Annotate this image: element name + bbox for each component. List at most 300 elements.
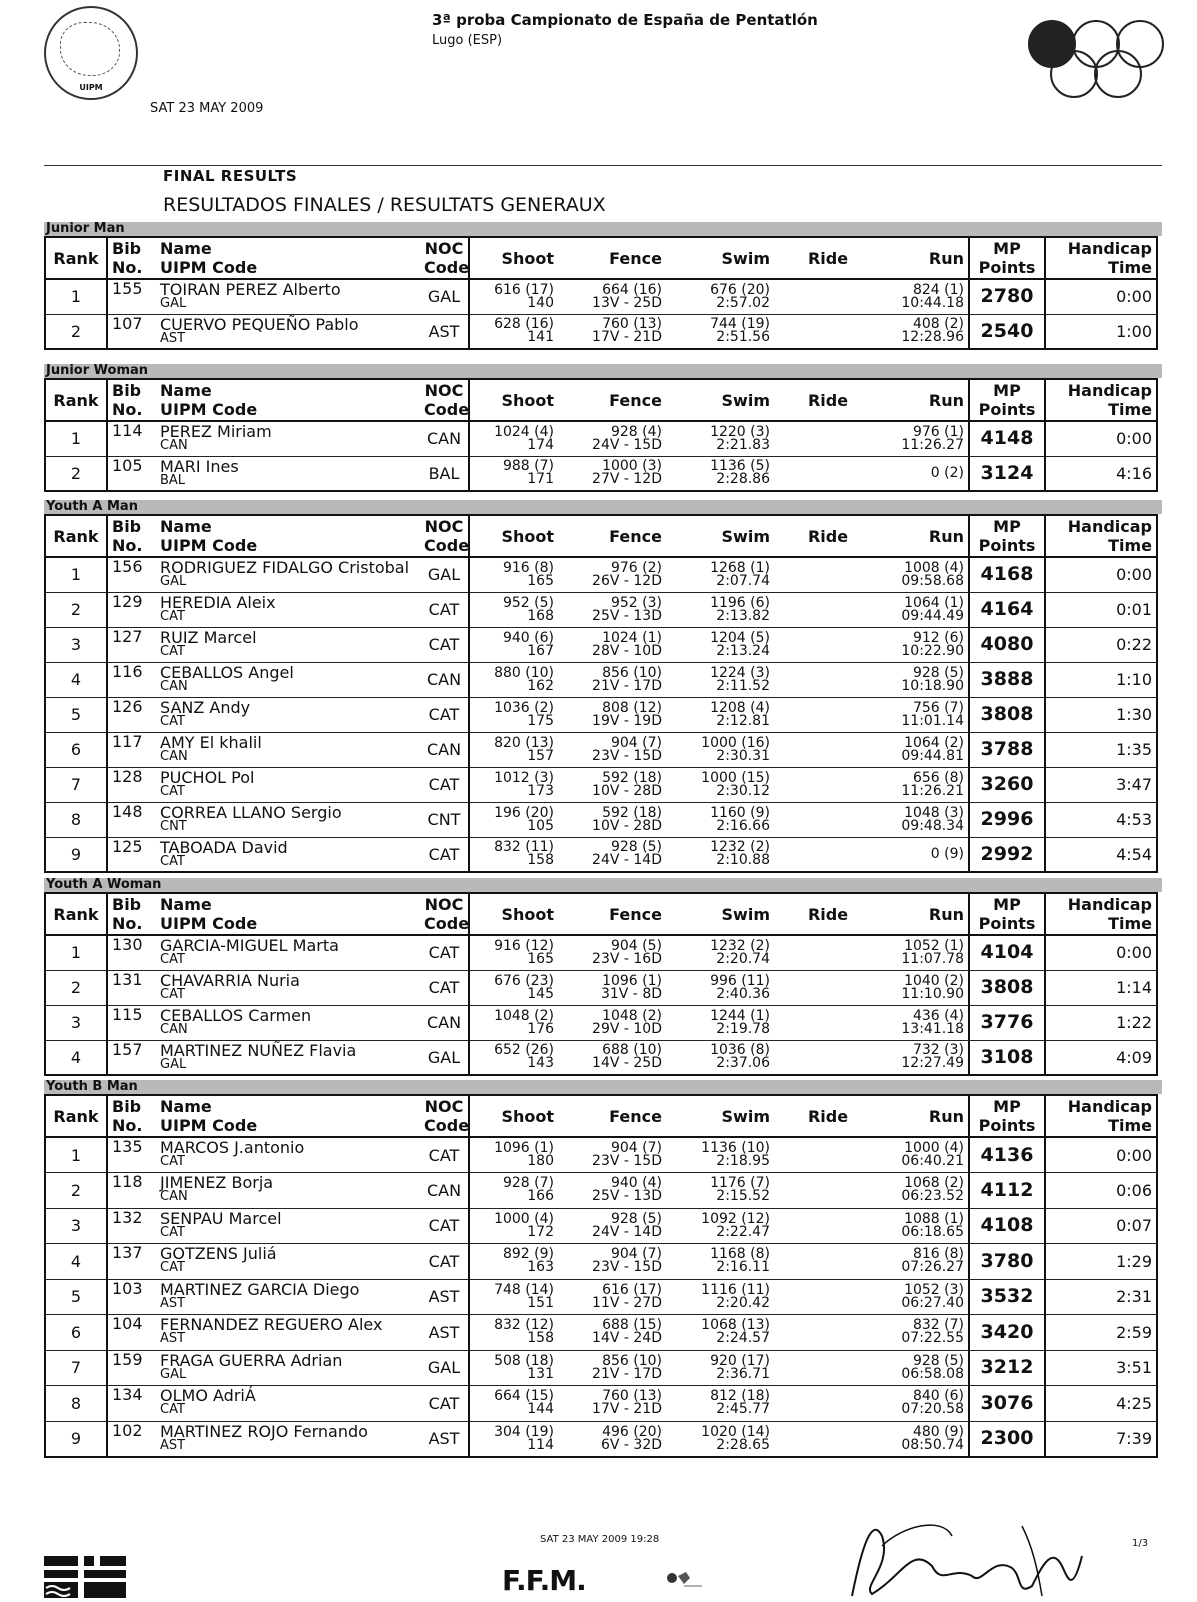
bib-cell: 137 bbox=[107, 1244, 156, 1280]
table-row bbox=[45, 279, 1157, 314]
swim-points: 1232 (2) bbox=[710, 937, 770, 954]
col-swim: Swim bbox=[666, 237, 774, 279]
ride-cell bbox=[774, 970, 882, 1005]
athlete-name: GARCIA-MIGUEL Marta bbox=[160, 936, 339, 955]
fence-points: 940 (4) bbox=[610, 1175, 662, 1192]
col-name bbox=[156, 515, 420, 557]
fence-cell bbox=[558, 1173, 666, 1209]
noc-cell: CAT bbox=[420, 697, 469, 732]
ride-cell bbox=[774, 1173, 882, 1209]
swim-points: 1220 (3) bbox=[710, 423, 770, 440]
bib-cell: 118 bbox=[107, 1173, 156, 1209]
fence-points: 688 (10) bbox=[602, 1042, 662, 1059]
run-points: 756 (7) bbox=[912, 699, 964, 716]
shoot-score: 158 bbox=[527, 852, 554, 869]
athlete-code: CAT bbox=[160, 1260, 185, 1275]
run-time: 07:20.58 bbox=[901, 1401, 964, 1418]
fence-record: 11V - 27D bbox=[592, 1294, 662, 1311]
fence-points: 928 (5) bbox=[610, 839, 662, 856]
ride-cell bbox=[774, 456, 882, 491]
ride-cell bbox=[774, 279, 882, 314]
shoot-cell bbox=[469, 1005, 558, 1040]
run-time: 06:23.52 bbox=[901, 1188, 964, 1205]
noc-cell: GAL bbox=[420, 279, 469, 314]
shoot-cell bbox=[469, 970, 558, 1005]
fence-points: 928 (5) bbox=[610, 1210, 662, 1227]
run-time: 11:26.21 bbox=[901, 782, 964, 799]
run-cell bbox=[882, 279, 969, 314]
handicap-cell: 0:00 bbox=[1045, 279, 1157, 314]
fence-points: 904 (7) bbox=[610, 734, 662, 751]
handicap-cell: 0:00 bbox=[1045, 1137, 1157, 1173]
col-name-line2: UIPM Code bbox=[160, 400, 258, 419]
shoot-points: 664 (15) bbox=[494, 1388, 554, 1405]
fence-record: 10V - 28D bbox=[592, 782, 662, 799]
athlete-code: CAT bbox=[160, 1402, 185, 1417]
ride-cell bbox=[774, 1421, 882, 1457]
run-points: 928 (5) bbox=[912, 664, 964, 681]
table-row bbox=[45, 802, 1157, 837]
shoot-score: 174 bbox=[527, 436, 554, 453]
event-date: SAT 23 MAY 2009 bbox=[150, 101, 264, 116]
swim-points: 1000 (16) bbox=[701, 734, 770, 751]
col-hc-line1: Handicap bbox=[1067, 239, 1152, 258]
run-points: 1064 (2) bbox=[904, 734, 964, 751]
athlete-name: MARTINEZ GARCIA Diego bbox=[160, 1279, 360, 1299]
shoot-points: 988 (7) bbox=[502, 458, 554, 475]
col-fence: Fence bbox=[558, 237, 666, 279]
mp-points-cell: 3808 bbox=[969, 970, 1045, 1005]
shoot-score: 105 bbox=[527, 817, 554, 834]
fence-record: 24V - 14D bbox=[592, 852, 662, 869]
run-time: 09:44.49 bbox=[901, 607, 964, 624]
results-table bbox=[44, 514, 1158, 873]
col-bib-line1: Bib bbox=[112, 239, 142, 258]
fence-record: 19V - 19D bbox=[592, 712, 662, 729]
handicap-cell: 0:00 bbox=[1045, 557, 1157, 592]
sponsor-logo: F.F.M. bbox=[502, 1564, 586, 1597]
swim-time: 2:16.11 bbox=[716, 1259, 770, 1276]
rank-cell: 2 bbox=[45, 456, 107, 491]
handicap-cell: 1:22 bbox=[1045, 1005, 1157, 1040]
fence-cell bbox=[558, 627, 666, 662]
col-rank: Rank bbox=[45, 515, 107, 557]
fence-record: 24V - 14D bbox=[592, 1223, 662, 1240]
run-points: 824 (1) bbox=[912, 281, 964, 298]
swim-points: 1036 (8) bbox=[710, 1042, 770, 1059]
ride-cell bbox=[774, 1386, 882, 1422]
swim-time: 2:12.81 bbox=[716, 712, 770, 729]
small-sponsor-logo bbox=[664, 1566, 704, 1590]
fence-points: 1000 (3) bbox=[602, 458, 662, 475]
col-rank: Rank bbox=[45, 893, 107, 935]
noc-cell: GAL bbox=[420, 1040, 469, 1075]
rank-cell: 4 bbox=[45, 662, 107, 697]
table-row bbox=[45, 1005, 1157, 1040]
category-label: Junior Woman bbox=[44, 364, 1162, 378]
fence-record: 23V - 15D bbox=[592, 1259, 662, 1276]
col-handicap bbox=[1045, 379, 1157, 421]
col-name-line1: Name bbox=[160, 239, 212, 258]
run-time: 09:44.81 bbox=[901, 747, 964, 764]
swim-cell bbox=[666, 627, 774, 662]
run-time: 06:18.65 bbox=[901, 1223, 964, 1240]
ride-cell bbox=[774, 1244, 882, 1280]
athlete-name: TABOADA David bbox=[160, 837, 288, 857]
athlete-code: CAT bbox=[160, 853, 185, 869]
bib-cell: 156 bbox=[107, 557, 156, 592]
mp-points-cell: 2996 bbox=[969, 802, 1045, 837]
col-name-line2: UIPM Code bbox=[160, 914, 258, 933]
swim-points: 1116 (11) bbox=[701, 1281, 770, 1298]
handicap-cell: 7:39 bbox=[1045, 1421, 1157, 1457]
shoot-points: 616 (17) bbox=[494, 281, 554, 298]
col-noc-line1: NOC bbox=[424, 895, 464, 914]
col-rank: Rank bbox=[45, 1095, 107, 1137]
handicap-cell: 2:31 bbox=[1045, 1279, 1157, 1315]
swim-time: 2:13.82 bbox=[716, 607, 770, 624]
results-table bbox=[44, 236, 1158, 350]
fence-points: 928 (4) bbox=[610, 423, 662, 440]
noc-cell: CAN bbox=[420, 732, 469, 767]
col-bib bbox=[107, 379, 156, 421]
rank-cell: 6 bbox=[45, 732, 107, 767]
shoot-points: 196 (20) bbox=[494, 804, 554, 821]
swim-time: 2:24.57 bbox=[716, 1330, 770, 1347]
col-run: Run bbox=[882, 515, 969, 557]
athlete-cell bbox=[156, 1005, 420, 1040]
table-row bbox=[45, 627, 1157, 662]
ring-icon bbox=[1050, 50, 1098, 98]
col-name-line1: Name bbox=[160, 1097, 212, 1116]
fence-points: 856 (10) bbox=[602, 664, 662, 681]
run-points: 1068 (2) bbox=[904, 1175, 964, 1192]
shoot-cell bbox=[469, 802, 558, 837]
results-section bbox=[44, 878, 1162, 1076]
noc-cell: AST bbox=[420, 1279, 469, 1315]
noc-cell: CAT bbox=[420, 592, 469, 627]
athlete-name: CEBALLOS Angel bbox=[160, 662, 294, 682]
athlete-name: CUERVO PEQUEÑO Pablo bbox=[160, 314, 359, 334]
mp-points-cell: 3888 bbox=[969, 662, 1045, 697]
col-name bbox=[156, 1095, 420, 1137]
swim-cell bbox=[666, 1173, 774, 1209]
run-time: 07:22.55 bbox=[901, 1330, 964, 1347]
ride-cell bbox=[774, 557, 882, 592]
athlete-code: GAL bbox=[160, 1056, 187, 1072]
table-header-row bbox=[45, 1095, 1157, 1137]
federation-logo bbox=[44, 1550, 126, 1600]
swim-cell bbox=[666, 1005, 774, 1040]
swim-points: 1020 (14) bbox=[701, 1423, 770, 1440]
footer-datetime: SAT 23 MAY 2009 19:28 bbox=[540, 1534, 660, 1545]
mp-points-cell: 4168 bbox=[969, 557, 1045, 592]
bib-cell: 107 bbox=[107, 314, 156, 349]
shoot-score: 151 bbox=[527, 1294, 554, 1311]
run-cell bbox=[882, 837, 969, 872]
mp-points-cell: 3808 bbox=[969, 697, 1045, 732]
run-points: 1052 (3) bbox=[904, 1281, 964, 1298]
ride-cell bbox=[774, 1040, 882, 1075]
col-shoot: Shoot bbox=[469, 515, 558, 557]
swim-cell bbox=[666, 767, 774, 802]
fence-points: 760 (13) bbox=[602, 316, 662, 333]
swim-time: 2:16.66 bbox=[716, 817, 770, 834]
swim-time: 2:45.77 bbox=[716, 1401, 770, 1418]
shoot-score: 167 bbox=[527, 642, 554, 659]
noc-cell: CAT bbox=[420, 767, 469, 802]
athlete-cell bbox=[156, 1040, 420, 1075]
mp-points-cell: 3260 bbox=[969, 767, 1045, 802]
run-cell bbox=[882, 1005, 969, 1040]
shoot-points: 916 (12) bbox=[494, 937, 554, 954]
run-time: 11:01.14 bbox=[901, 712, 964, 729]
noc-cell: CAT bbox=[420, 1244, 469, 1280]
bib-cell: 134 bbox=[107, 1386, 156, 1422]
run-points: 976 (1) bbox=[912, 423, 964, 440]
handicap-cell: 2:59 bbox=[1045, 1315, 1157, 1351]
swim-cell bbox=[666, 1386, 774, 1422]
run-points: 816 (8) bbox=[912, 1246, 964, 1263]
fence-record: 27V - 12D bbox=[592, 471, 662, 488]
run-time: 08:50.74 bbox=[901, 1436, 964, 1453]
col-fence: Fence bbox=[558, 893, 666, 935]
col-name-line2: UIPM Code bbox=[160, 536, 258, 555]
run-cell bbox=[882, 557, 969, 592]
run-points: 1048 (3) bbox=[904, 804, 964, 821]
fence-points: 808 (12) bbox=[602, 699, 662, 716]
ride-cell bbox=[774, 627, 882, 662]
mp-points-cell: 4104 bbox=[969, 935, 1045, 970]
results-section bbox=[44, 364, 1162, 492]
fence-record: 28V - 10D bbox=[592, 642, 662, 659]
event-title: 3ª proba Campionato de España de Pentatlón bbox=[432, 11, 818, 29]
col-hc-line1: Handicap bbox=[1067, 1097, 1152, 1116]
bib-cell: 130 bbox=[107, 935, 156, 970]
shoot-score: 157 bbox=[527, 747, 554, 764]
col-shoot: Shoot bbox=[469, 893, 558, 935]
col-shoot: Shoot bbox=[469, 1095, 558, 1137]
fence-cell bbox=[558, 1005, 666, 1040]
fence-cell bbox=[558, 279, 666, 314]
col-noc bbox=[420, 515, 469, 557]
col-bib-line1: Bib bbox=[112, 381, 142, 400]
mp-points-cell: 3532 bbox=[969, 1279, 1045, 1315]
fence-record: 14V - 24D bbox=[592, 1330, 662, 1347]
run-cell bbox=[882, 1421, 969, 1457]
swim-time: 2:13.24 bbox=[716, 642, 770, 659]
fence-cell bbox=[558, 314, 666, 349]
fence-record: 21V - 17D bbox=[592, 677, 662, 694]
swim-time: 2:28.86 bbox=[716, 471, 770, 488]
fence-cell bbox=[558, 697, 666, 732]
swim-time: 2:21.83 bbox=[716, 436, 770, 453]
final-results-heading: FINAL RESULTS bbox=[163, 167, 298, 185]
swim-cell bbox=[666, 1350, 774, 1386]
mp-points-cell: 3776 bbox=[969, 1005, 1045, 1040]
fence-cell bbox=[558, 935, 666, 970]
shoot-score: 176 bbox=[527, 1020, 554, 1037]
athlete-cell bbox=[156, 592, 420, 627]
rank-cell: 4 bbox=[45, 1040, 107, 1075]
swim-cell bbox=[666, 1040, 774, 1075]
fence-cell bbox=[558, 662, 666, 697]
col-noc-line2: Code bbox=[424, 258, 470, 277]
col-run: Run bbox=[882, 237, 969, 279]
fence-cell bbox=[558, 1350, 666, 1386]
bib-cell: 102 bbox=[107, 1421, 156, 1457]
swim-points: 1000 (15) bbox=[701, 769, 770, 786]
col-noc-line2: Code bbox=[424, 1116, 470, 1135]
shoot-points: 928 (7) bbox=[502, 1175, 554, 1192]
col-handicap bbox=[1045, 515, 1157, 557]
athlete-name: PEREZ Miriam bbox=[160, 422, 272, 441]
swim-cell bbox=[666, 279, 774, 314]
col-handicap bbox=[1045, 893, 1157, 935]
fence-points: 904 (5) bbox=[610, 937, 662, 954]
fence-record: 29V - 10D bbox=[592, 1020, 662, 1037]
mp-points-cell: 3108 bbox=[969, 1040, 1045, 1075]
athlete-cell bbox=[156, 627, 420, 662]
swim-points: 1196 (6) bbox=[710, 594, 770, 611]
shoot-cell bbox=[469, 627, 558, 662]
table-row bbox=[45, 837, 1157, 872]
rank-cell: 2 bbox=[45, 314, 107, 349]
shoot-score: 158 bbox=[527, 1330, 554, 1347]
ride-cell bbox=[774, 1005, 882, 1040]
run-points: 1040 (2) bbox=[904, 972, 964, 989]
shoot-score: 180 bbox=[527, 1153, 554, 1169]
run-cell bbox=[882, 1279, 969, 1315]
col-ride: Ride bbox=[774, 893, 882, 935]
swim-points: 1224 (3) bbox=[710, 664, 770, 681]
rank-cell: 7 bbox=[45, 767, 107, 802]
handicap-cell: 4:54 bbox=[1045, 837, 1157, 872]
noc-cell: CAT bbox=[420, 837, 469, 872]
col-bib-line2: No. bbox=[112, 258, 143, 277]
run-cell bbox=[882, 1315, 969, 1351]
shoot-score: 131 bbox=[527, 1365, 554, 1382]
col-ride: Ride bbox=[774, 515, 882, 557]
fence-points: 664 (16) bbox=[602, 281, 662, 298]
athlete-code: CAT bbox=[160, 713, 185, 729]
fence-cell bbox=[558, 1421, 666, 1457]
swim-cell bbox=[666, 970, 774, 1005]
col-bib-line1: Bib bbox=[112, 517, 142, 536]
rank-cell: 5 bbox=[45, 697, 107, 732]
shoot-cell bbox=[469, 697, 558, 732]
fence-record: 23V - 15D bbox=[592, 747, 662, 764]
fence-record: 25V - 13D bbox=[592, 1188, 662, 1205]
swim-cell bbox=[666, 1279, 774, 1315]
col-mp-line2: Points bbox=[978, 400, 1036, 419]
swim-time: 2:20.74 bbox=[716, 950, 770, 967]
fence-cell bbox=[558, 557, 666, 592]
mp-points-cell: 3780 bbox=[969, 1244, 1045, 1280]
athlete-cell bbox=[156, 1350, 420, 1386]
shoot-score: 143 bbox=[527, 1055, 554, 1072]
fence-points: 592 (18) bbox=[602, 804, 662, 821]
noc-cell: AST bbox=[420, 1421, 469, 1457]
col-noc-line1: NOC bbox=[424, 1097, 464, 1116]
col-bib-line2: No. bbox=[112, 1116, 143, 1135]
rank-cell: 3 bbox=[45, 1005, 107, 1040]
shoot-cell bbox=[469, 1244, 558, 1280]
athlete-code: AST bbox=[160, 1331, 186, 1346]
col-mp-points bbox=[969, 237, 1045, 279]
col-rank: Rank bbox=[45, 379, 107, 421]
handicap-cell: 0:00 bbox=[1045, 421, 1157, 456]
athlete-name: GOTZENS Juliá bbox=[160, 1244, 277, 1263]
rank-cell: 2 bbox=[45, 592, 107, 627]
col-noc-line1: NOC bbox=[424, 381, 464, 400]
run-cell bbox=[882, 314, 969, 349]
col-name-line2: UIPM Code bbox=[160, 1116, 258, 1135]
rank-cell: 1 bbox=[45, 1137, 107, 1173]
fence-cell bbox=[558, 837, 666, 872]
table-row bbox=[45, 1279, 1157, 1315]
col-bib bbox=[107, 893, 156, 935]
col-mp-points bbox=[969, 1095, 1045, 1137]
swim-time: 2:19.78 bbox=[716, 1020, 770, 1037]
swim-points: 1136 (10) bbox=[701, 1140, 770, 1156]
category-label: Youth B Man bbox=[44, 1080, 1162, 1094]
run-points: 840 (6) bbox=[912, 1388, 964, 1405]
swim-points: 1208 (4) bbox=[710, 699, 770, 716]
fence-cell bbox=[558, 1040, 666, 1075]
athlete-cell bbox=[156, 970, 420, 1005]
shoot-score: 162 bbox=[527, 677, 554, 694]
col-ride: Ride bbox=[774, 1095, 882, 1137]
category-label: Youth A Man bbox=[44, 500, 1162, 514]
shoot-score: 171 bbox=[527, 471, 554, 488]
bib-cell: 135 bbox=[107, 1137, 156, 1173]
handicap-cell: 1:30 bbox=[1045, 697, 1157, 732]
col-bib bbox=[107, 515, 156, 557]
run-cell bbox=[882, 421, 969, 456]
fence-record: 17V - 21D bbox=[592, 329, 662, 346]
rank-cell: 4 bbox=[45, 1244, 107, 1280]
swim-points: 1176 (7) bbox=[710, 1175, 770, 1192]
table-row bbox=[45, 1421, 1157, 1457]
table-row bbox=[45, 767, 1157, 802]
athlete-cell bbox=[156, 1279, 420, 1315]
table-row bbox=[45, 1040, 1157, 1075]
event-location: Lugo (ESP) bbox=[432, 33, 503, 48]
athlete-cell bbox=[156, 837, 420, 872]
rank-cell: 3 bbox=[45, 1208, 107, 1244]
athlete-code: CAT bbox=[160, 1224, 185, 1240]
swim-cell bbox=[666, 1315, 774, 1351]
swim-points: 1204 (5) bbox=[710, 629, 770, 646]
swim-time: 2:40.36 bbox=[716, 985, 770, 1002]
col-mp-line2: Points bbox=[978, 536, 1036, 555]
run-time: 11:26.27 bbox=[901, 436, 964, 453]
swim-points: 1168 (8) bbox=[710, 1246, 770, 1263]
bib-cell: 148 bbox=[107, 802, 156, 837]
run-cell bbox=[882, 1244, 969, 1280]
table-row bbox=[45, 421, 1157, 456]
fence-points: 760 (13) bbox=[602, 1388, 662, 1405]
fence-cell bbox=[558, 1386, 666, 1422]
athlete-code: CAN bbox=[160, 678, 188, 694]
table-header-row bbox=[45, 515, 1157, 557]
shoot-cell bbox=[469, 1040, 558, 1075]
swim-time: 2:07.74 bbox=[716, 572, 770, 589]
col-ride: Ride bbox=[774, 379, 882, 421]
athlete-code: AST bbox=[160, 330, 186, 346]
fence-cell bbox=[558, 1137, 666, 1173]
